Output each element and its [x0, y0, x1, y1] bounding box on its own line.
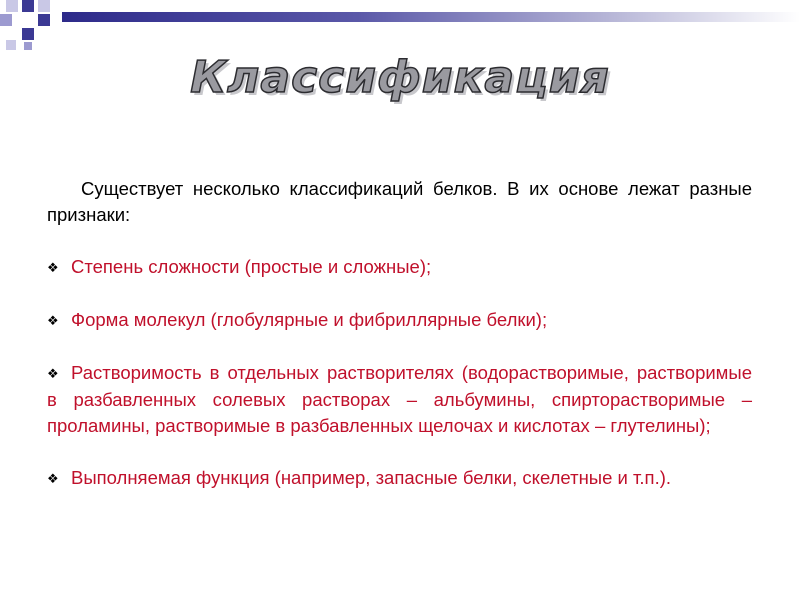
list-item [47, 360, 752, 439]
diamond-bullet-icon: ❖ [47, 260, 59, 275]
list-item-text: Выполняемая функция (например, запасные белки, скелетные и т.п.). [71, 467, 672, 488]
list-item [47, 254, 752, 281]
slide-title: Классификация [190, 52, 610, 103]
deco-square [22, 0, 34, 12]
intro-paragraph: Существует несколько классификаций белков. В их основе лежат разные признаки: [47, 178, 752, 225]
list-item-text: Форма молекул (глобулярные и фибриллярные белки); [71, 309, 548, 330]
slide-body [47, 176, 752, 492]
decorative-squares [0, 0, 70, 60]
deco-square [6, 0, 18, 12]
list-item [47, 307, 752, 334]
diamond-bullet-icon: ❖ [47, 366, 59, 381]
diamond-bullet-icon: ❖ [47, 471, 59, 486]
deco-square [6, 40, 16, 50]
deco-square [38, 14, 50, 26]
list-item-text: Растворимость в отдельных растворителях (водорастворимые, растворимые в разбавленных солевых растворах – альбумины, спирторастворимые – проламины, растворимые в разбавленных щелочах и кислотах – глутелины); [47, 362, 752, 436]
header-gradient-bar [62, 12, 800, 22]
diamond-bullet-icon: ❖ [47, 313, 59, 328]
deco-square [0, 14, 12, 26]
deco-square [24, 42, 32, 50]
list-item [47, 465, 752, 492]
deco-square [38, 0, 50, 12]
list-item-text: Степень сложности (простые и сложные); [71, 256, 432, 277]
deco-square [22, 28, 34, 40]
